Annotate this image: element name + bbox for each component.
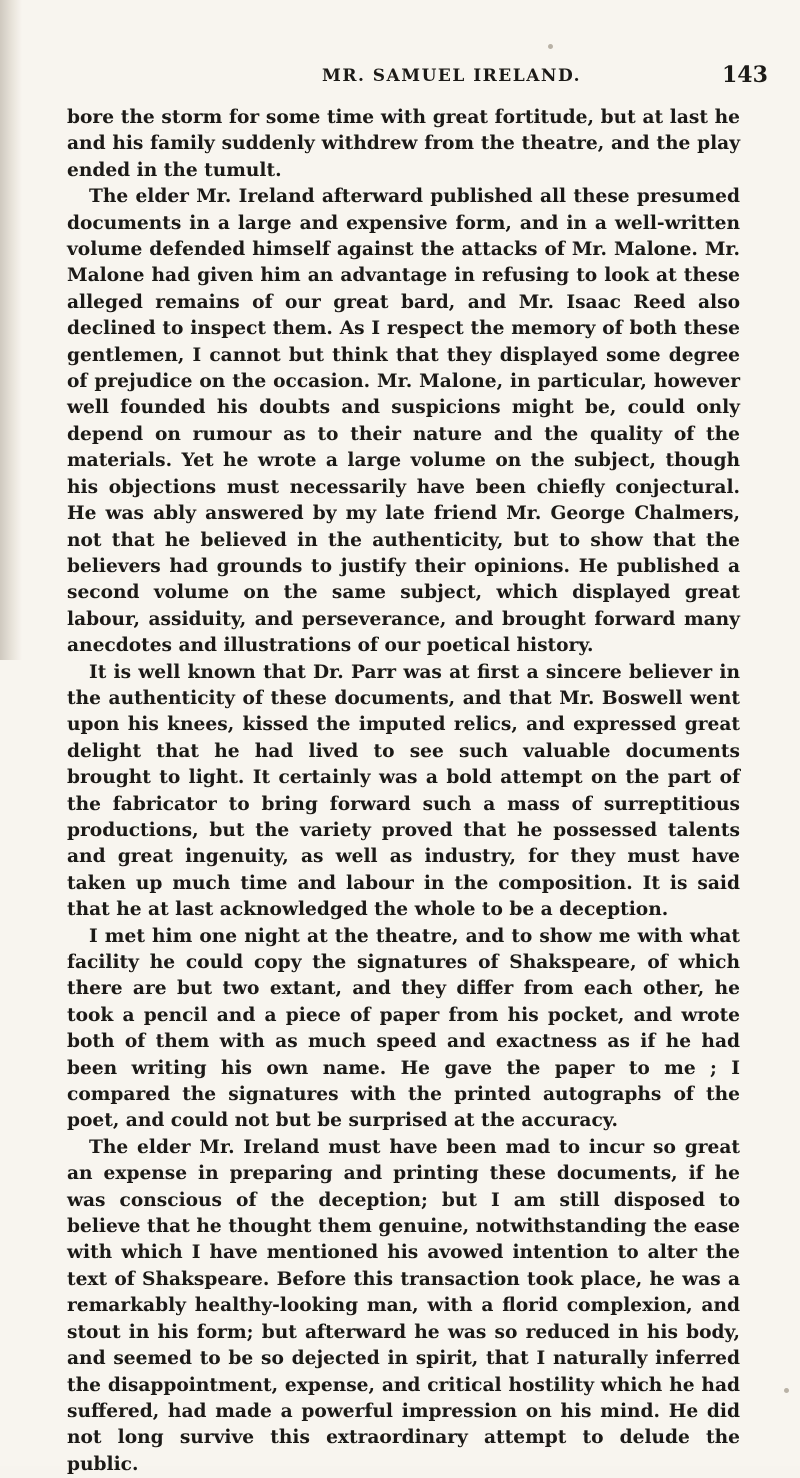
binding-gutter-shadow xyxy=(0,0,22,660)
page-number: 143 xyxy=(722,62,768,88)
paper-speck xyxy=(784,1388,789,1393)
running-title: MR. SAMUEL IRELAND. xyxy=(322,66,581,86)
paragraph-3: It is well known that Dr. Parr was at first a sincere believer in the authenticity of these documents, and that Mr. Boswell went upon his knees, kissed the imputed relics, and expressed great delight that he had lived to see such valuable documents brought to light. It certainly was a bold attempt on the part of the fabricator to bring forward such a mass of surreptitious productions, but the variety proved that he possessed talents and great ingenuity, as well as industry, for they must have taken up much time and labour in the composition. It is said that he at last acknowledged the whole to be a deception. xyxy=(67,661,740,921)
paragraph-1: bore the storm for some time with great fortitude, but at last he and his family suddenly withdrew from the theatre, and the play ended in the tumult. xyxy=(67,107,740,181)
paragraph-4: I met him one night at the theatre, and to show me with what facility he could copy the signatures of Shakspeare, of which there are but two extant, and they differ from each other, he took a pencil and a piece of paper from his pocket, and wrote both of them with as much speed and exactness as if he had been writing his own name. He gave the paper to me ; I compared the signatures with the printed autographs of the poet, and could not but be surprised at the accuracy. xyxy=(67,925,740,1132)
paragraph-2: The elder Mr. Ireland afterward published all these presumed documents in a large and expensive form, and in a well-written volume defended himself against the attacks of Mr. Malone. Mr. Malone had given him an advantage in refusing to look at these alleged remains of our great bard, and Mr. Isaac Reed also declined to inspect them. As I respect the memory of both these gentlemen, I cannot but think that they displayed some degree of prejudice on the occasion. Mr. Malone, in particular, however well founded his doubts and suspicions might be, could only depend on rumour as to their nature and the quality of the materials. Yet he wrote a large volume on the subject, though his objections must necessarily have been chiefly conjectural. He was ably answered by my late friend Mr. George Chalmers, not that he believed in the authenticity, but to show that the believers had grounds to justify their opinions. He published a second volume on the same subject, which displayed great labour, assiduity, and perseverance, and brought forward many anecdotes and illustrations of our poetical history. xyxy=(67,186,740,657)
paper-speck xyxy=(548,44,553,49)
running-head xyxy=(0,62,800,92)
paragraph-5: The elder Mr. Ireland must have been mad to incur so great an expense in preparing and printing these documents, if he was conscious of the deception; but I am still disposed to believe that he thought them genuine, notwithstanding the ease with which I have mentioned his avowed intention to alter the text of Shakspeare. Before this transaction took place, he was a remarkably healthy-looking man, with a florid complexion, and stout in his form; but afterward he was so reduced in his body, and seemed to be so dejected in spirit, that I naturally inferred the disappointment, expense, and critical hostility which he had suffered, had made a powerful impression on his mind. He did not long survive this extraordinary attempt to delude the public. xyxy=(67,1136,740,1475)
body-text xyxy=(67,105,740,1478)
